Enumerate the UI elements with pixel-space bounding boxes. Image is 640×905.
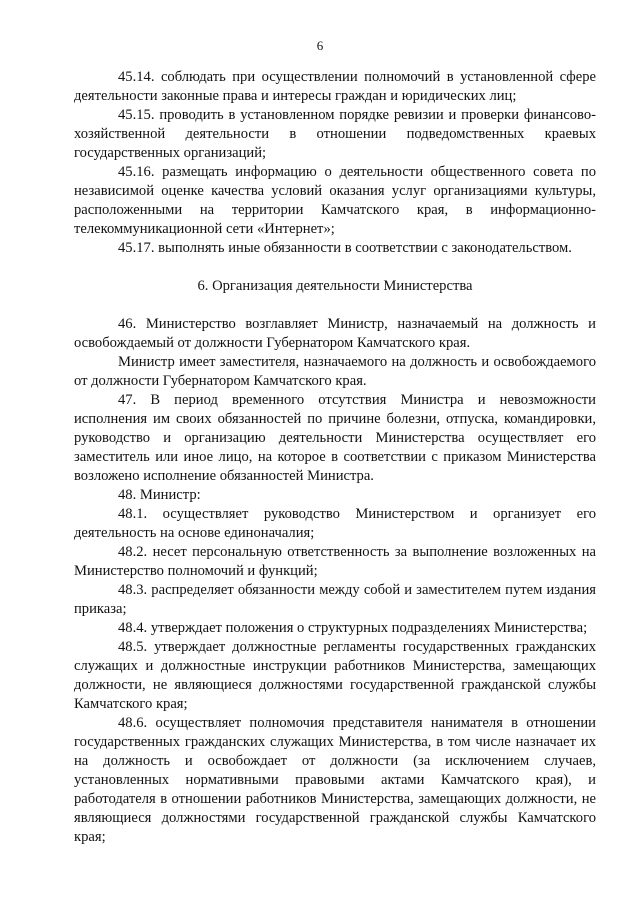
paragraph-48-6: 48.6. осуществляет полномочия представителя нанимателя в отношении государственных гражданских служащих Министерства, в том числе назначает их на должность и освобождает от должности (за исключением случаев, установленных нормативными правовыми актами Камчатского края), и работодателя в отношении работников Министерства, замещающих должности, не являющиеся должностями государственной гражданской службы Камчатского края; (74, 715, 596, 845)
page-number: 6 (316, 38, 324, 53)
paragraph-48-3: 48.3. распределяет обязанности между собой и заместителем путем издания приказа; (74, 582, 596, 617)
paragraph-48-4: 48.4. утверждает положения о структурных подразделениях Министерства; (118, 620, 588, 636)
paragraph-45-16: 45.16. размещать информацию о деятельности общественного совета по независимой оценке качества условий оказания услуг организациями культуры, расположенными на территории Камчатского края, в информационно-телекоммуникационной сети «Интернет»; (74, 164, 596, 237)
paragraph-48: 48. Министр: (118, 487, 201, 503)
paragraph-48-5: 48.5. утверждает должностные регламенты государственных гражданских служащих и должностные инструкции работников Министерства, замещающих должности, не являющиеся должностями государственной гражданской службы Камчатского края; (74, 639, 596, 712)
paragraph-45-14: 45.14. соблюдать при осуществлении полномочий в установленной сфере деятельности законные права и интересы граждан и юридических лиц; (74, 69, 596, 104)
section-heading: 6. Организация деятельности Министерства (197, 278, 473, 294)
paragraph-46: 46. Министерство возглавляет Министр, назначаемый на должность и освобождаемый от должности Губернатором Камчатского края. (74, 316, 596, 351)
document-body (74, 68, 596, 847)
paragraph-45-15: 45.15. проводить в установленном порядке ревизии и проверки финансово-хозяйственной деятельности в отношении подведомственных краевых государственных организаций; (74, 107, 596, 161)
paragraph-46-deputy: Министр имеет заместителя, назначаемого на должность и освобождаемого от должности Губернатором Камчатского края. (74, 354, 596, 389)
paragraph-47: 47. В период временного отсутствия Министра и невозможности исполнения им своих обязанностей по причине болезни, отпуска, командировки, руководство и организацию деятельности Министерства осуществляет его заместитель или иное лицо, на которое в соответствии с приказом Министерства возложено исполнение обязанностей Министра. (74, 392, 596, 484)
paragraph-48-1: 48.1. осуществляет руководство Министерством и организует его деятельность на основе единоначалия; (74, 506, 596, 541)
paragraph-45-17: 45.17. выполнять иные обязанности в соответствии с законодательством. (118, 240, 572, 256)
paragraph-48-2: 48.2. несет персональную ответственность за выполнение возложенных на Министерство полномочий и функций; (74, 544, 596, 579)
